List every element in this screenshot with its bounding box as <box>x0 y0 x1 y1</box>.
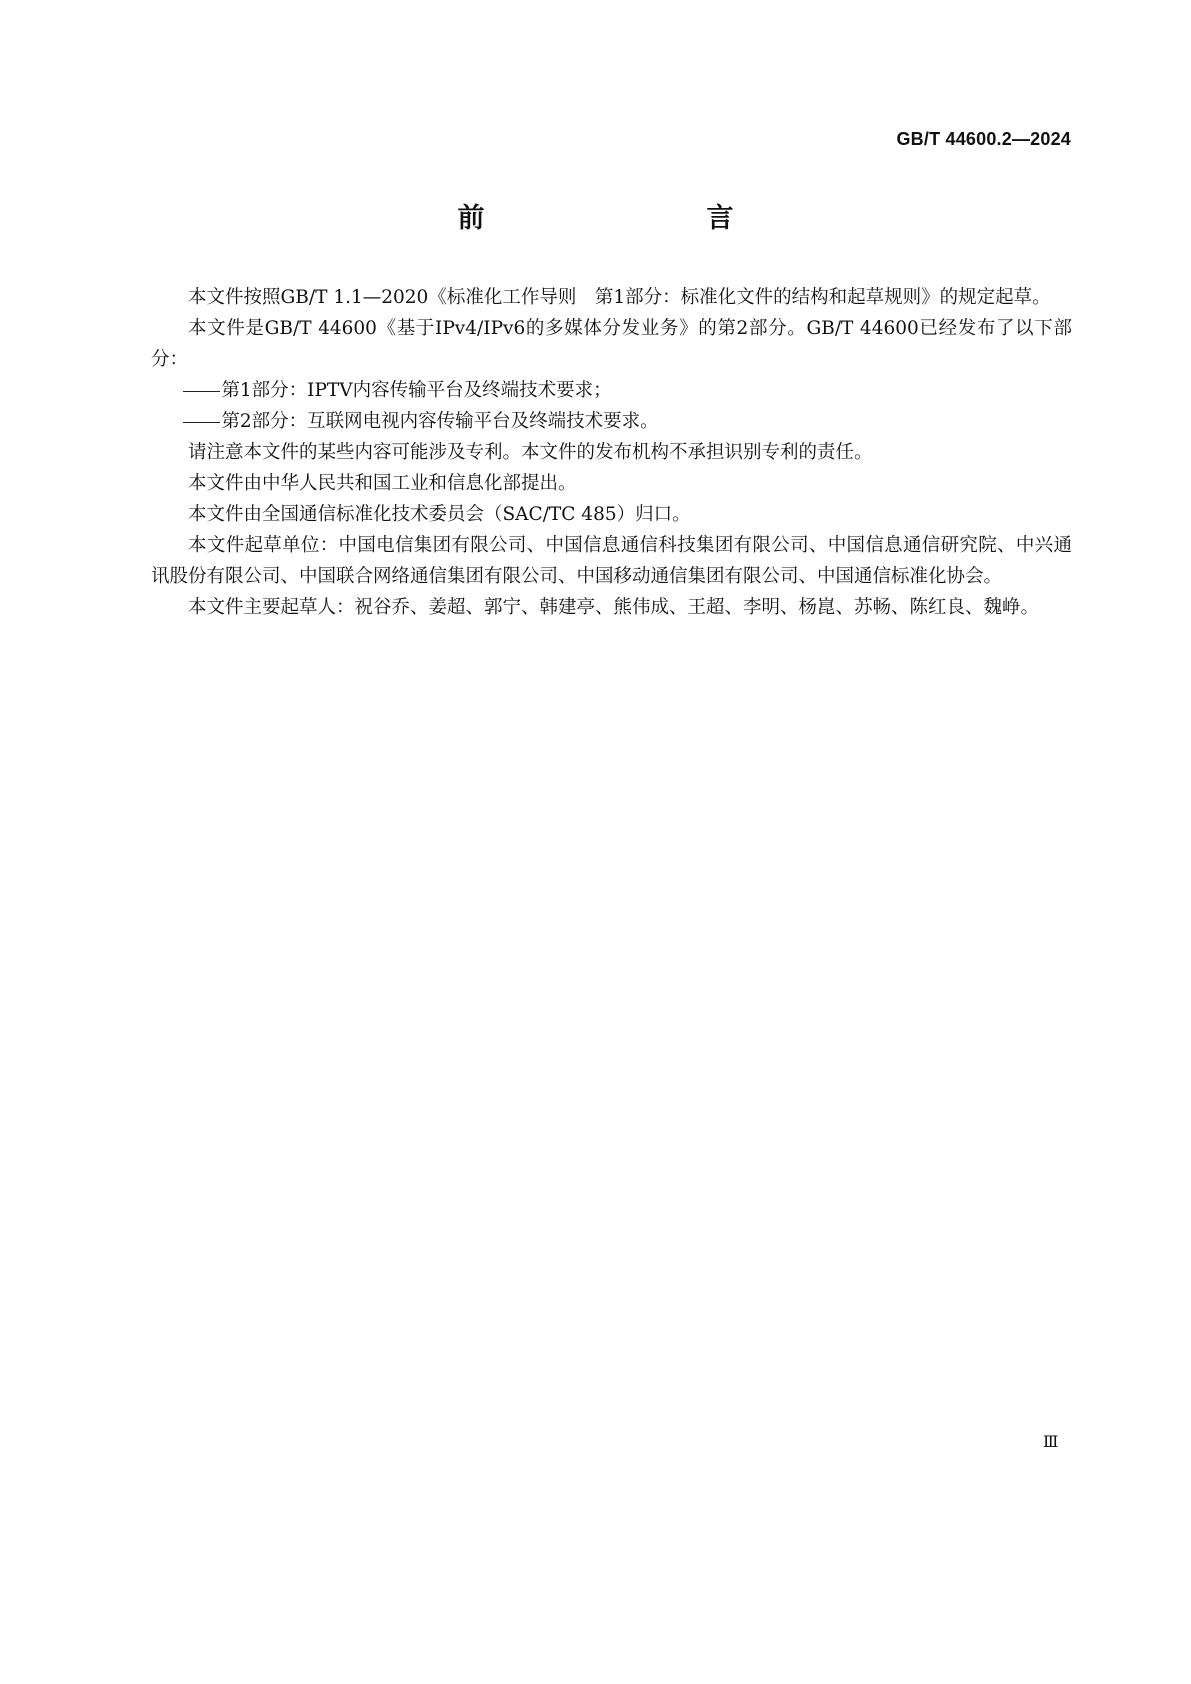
paragraph-series-parts: 本文件是GB/T 44600《基于IPv4/IPv6的多媒体分发业务》的第2部分。GB/T 44600已经发布了以下部分： <box>151 318 1072 370</box>
foreword-body <box>151 282 1072 623</box>
list-item <box>151 406 1072 437</box>
paragraph-drafters: 本文件主要起草人：祝谷乔、姜超、郭宁、韩建亭、熊伟成、王超、李明、杨崑、苏畅、陈红良、魏峥。 <box>188 597 1040 618</box>
page-title: 前 言 <box>457 203 790 234</box>
list-item <box>151 375 1072 406</box>
list-item-text: 第1部分：IPTV内容传输平台及终端技术要求； <box>221 380 612 401</box>
paragraph-proposer: 本文件由中华人民共和国工业和信息化部提出。 <box>188 473 577 494</box>
standard-number: GB/T 44600.2—2024 <box>896 129 1071 149</box>
dash-marker <box>183 391 220 392</box>
paragraph-drafting-rules: 本文件按照GB/T 1.1—2020《标准化工作导则 第1部分：标准化文件的结构和起草规则》的规定起草。 <box>188 287 1051 308</box>
paragraph-drafting-units: 本文件起草单位：中国电信集团有限公司、中国信息通信科技集团有限公司、中国信息通信研究院、中兴通讯股份有限公司、中国联合网络通信集团有限公司、中国移动通信集团有限公司、中国通信标准化协会。 <box>151 535 1072 587</box>
dash-marker <box>183 422 220 423</box>
list-item-text: 第2部分：互联网电视内容传输平台及终端技术要求。 <box>221 411 659 432</box>
paragraph-technical-committee: 本文件由全国通信标准化技术委员会（SAC/TC 485）归口。 <box>188 504 691 525</box>
page-number: Ⅲ <box>1043 1432 1058 1451</box>
paragraph-patent-notice: 请注意本文件的某些内容可能涉及专利。本文件的发布机构不承担识别专利的责任。 <box>188 442 873 463</box>
